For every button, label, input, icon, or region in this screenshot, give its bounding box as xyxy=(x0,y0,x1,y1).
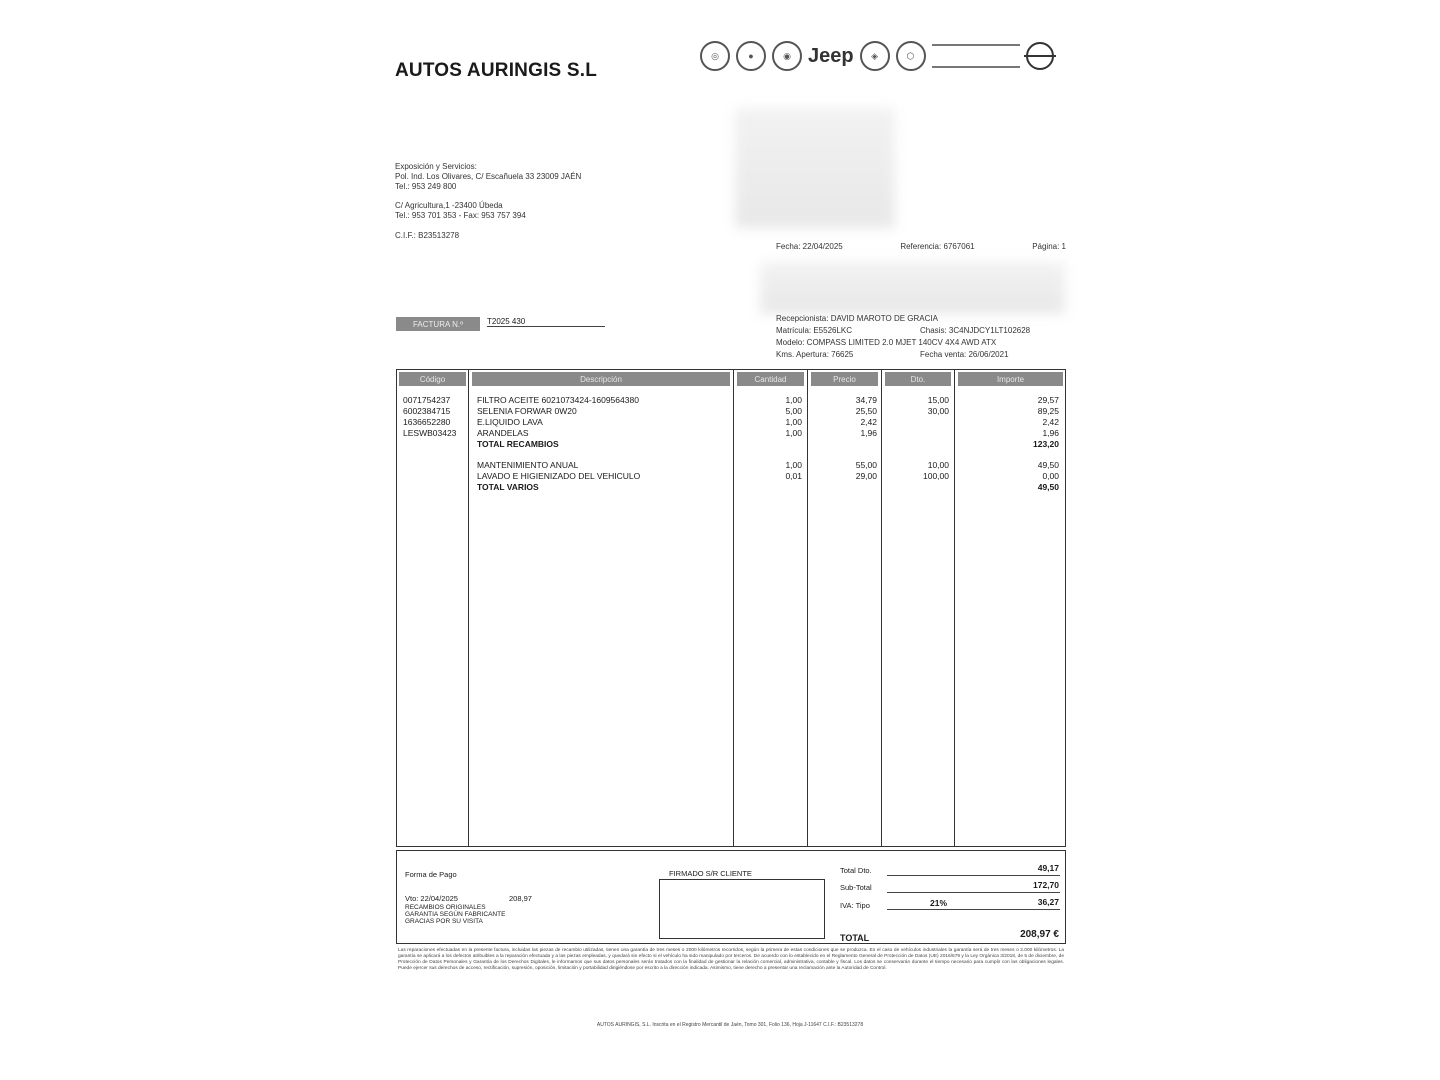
redacted-customer-block-2 xyxy=(760,262,1065,314)
column-divider xyxy=(881,370,882,846)
receptionist: Recepcionista: DAVID MAROTO DE GRACIA xyxy=(776,314,938,323)
item-price: 1,96 xyxy=(860,428,877,438)
signature-box xyxy=(659,879,825,939)
item-quantity: 1,00 xyxy=(785,460,802,470)
item-discount: 30,00 xyxy=(927,406,949,416)
item-amount: 0,00 xyxy=(1042,471,1059,481)
subtotal-line xyxy=(887,892,1060,893)
vat-line xyxy=(887,909,1060,910)
item-price: 34,79 xyxy=(855,395,877,405)
item-description: FILTRO ACEITE 6021073424-1609564380 xyxy=(477,395,639,405)
total-discount-line xyxy=(887,875,1060,876)
item-amount: 89,25 xyxy=(1037,406,1059,416)
address-line: C/ Agricultura,1 -23400 Úbeda xyxy=(395,201,503,210)
item-price: 25,50 xyxy=(855,406,877,416)
subtotal-value: 172,70 xyxy=(1033,880,1059,890)
item-quantity: 1,00 xyxy=(785,417,802,427)
item-description: ARANDELAS xyxy=(477,428,529,438)
item-quantity: 1,00 xyxy=(785,428,802,438)
invoice-reference: Referencia: 6767061 xyxy=(900,242,975,251)
invoice-date: Fecha: 22/04/2025 xyxy=(776,242,843,251)
table-header xyxy=(397,370,1065,388)
item-quantity: 5,00 xyxy=(785,406,802,416)
brand-logos xyxy=(700,38,1065,74)
lancia-logo-icon: ◉ xyxy=(772,41,802,71)
due-amount: 208,97 xyxy=(509,894,532,903)
invoice-meta xyxy=(776,242,1066,252)
item-amount: 2,42 xyxy=(1042,417,1059,427)
address-line: Pol. Ind. Los Olivares, C/ Escañuela 33 23009 JAÉN xyxy=(395,172,582,181)
grand-total-value: 208,97 € xyxy=(1020,929,1059,940)
items-table xyxy=(396,369,1066,847)
total-misc-value: 49,50 xyxy=(1037,482,1059,492)
column-divider xyxy=(733,370,734,846)
due-date: Vto: 22/04/2025 xyxy=(405,894,458,903)
payment-note: GARANTIA SEGÚN FABRICANTE xyxy=(405,911,506,918)
item-price: 29,00 xyxy=(855,471,877,481)
total-misc-label: TOTAL VARIOS xyxy=(477,482,539,492)
address-line: Exposición y Servicios: xyxy=(395,162,477,171)
invoice-number: T2025 430 xyxy=(487,317,605,327)
item-amount: 29,57 xyxy=(1037,395,1059,405)
dodge-logo-icon xyxy=(932,44,1020,68)
vehicle-info xyxy=(776,314,1066,362)
company-name: AUTOS AURINGIS S.L xyxy=(395,60,598,81)
vehicle-model: Modelo: COMPASS LIMITED 2.0 MJET 140CV 4X4 AWD ATX xyxy=(776,338,997,347)
page-number: Página: 1 xyxy=(1032,242,1066,251)
item-description: LAVADO E HIGIENIZADO DEL VEHICULO xyxy=(477,471,641,481)
payment-note: RECAMBIOS ORIGINALES xyxy=(405,904,486,911)
header-price: Precio xyxy=(811,372,878,386)
item-code: 0071754237 xyxy=(403,395,451,405)
maserati-logo-icon: ⬡ xyxy=(896,41,926,71)
abarth-logo-icon: ◈ xyxy=(860,41,890,71)
payment-note: GRACIAS POR SU VISITA xyxy=(405,918,483,925)
item-discount: 100,00 xyxy=(923,471,949,481)
column-divider xyxy=(468,370,469,846)
header-quantity: Cantidad xyxy=(737,372,804,386)
jeep-logo-icon: Jeep xyxy=(808,44,854,67)
grand-total-label: TOTAL xyxy=(840,933,870,943)
plate-number: Matrícula: E5526LKC xyxy=(776,326,853,335)
address-block-jaen xyxy=(395,162,581,192)
item-description: MANTENIMIENTO ANUAL xyxy=(477,460,579,470)
item-code: 1636652280 xyxy=(403,417,451,427)
total-discount-value: 49,17 xyxy=(1037,863,1059,873)
header-discount: Dto. xyxy=(885,372,951,386)
chassis-number: Chasis: 3C4NJDCY1LT102628 xyxy=(920,326,1031,335)
item-price: 2,42 xyxy=(860,417,877,427)
fiat-logo-icon: ● xyxy=(736,41,766,71)
subtotal-label: Sub-Total xyxy=(840,883,872,892)
payment-method-label: Forma de Pago xyxy=(405,870,457,879)
redacted-customer-block xyxy=(735,108,895,228)
column-divider xyxy=(954,370,955,846)
invoice-number-label: FACTURA N.º xyxy=(396,317,480,331)
address-block-ubeda xyxy=(395,201,526,221)
vat-rate: 21% xyxy=(930,898,948,908)
column-divider xyxy=(807,370,808,846)
total-parts-value: 123,20 xyxy=(1033,439,1059,449)
vat-label: IVA: Tipo xyxy=(840,901,870,910)
total-parts-label: TOTAL RECAMBIOS xyxy=(477,439,559,449)
item-quantity: 1,00 xyxy=(785,395,802,405)
total-discount-label: Total Dto. xyxy=(840,866,872,875)
address-line: Tel.: 953 249 800 xyxy=(395,182,457,191)
item-price: 55,00 xyxy=(855,460,877,470)
cif: C.I.F.: B23513278 xyxy=(395,231,460,240)
header-code: Código xyxy=(399,372,466,386)
item-description: SELENIA FORWAR 0W20 xyxy=(477,406,577,416)
item-discount: 15,00 xyxy=(927,395,949,405)
item-amount: 49,50 xyxy=(1037,460,1059,470)
header-description: Descripción xyxy=(472,372,730,386)
sale-date: Fecha venta: 26/06/2021 xyxy=(920,350,1009,359)
opel-logo-icon xyxy=(1026,42,1054,70)
registry-footer: AUTOS AURINGIS, S.L. Inscrita en el Registro Mercantil de Jaén, Tomo 301, Folio 136, Hoja J-11647 C.I.F.: B23513278 xyxy=(596,1022,864,1028)
payment-totals-box xyxy=(396,850,1066,944)
item-amount: 1,96 xyxy=(1042,428,1059,438)
item-description: E.LIQUIDO LAVA xyxy=(477,417,543,427)
address-line: Tel.: 953 701 353 - Fax: 953 757 394 xyxy=(395,211,526,220)
signature-label: FIRMADO S/R CLIENTE xyxy=(669,869,752,878)
item-quantity: 0,01 xyxy=(785,471,802,481)
legal-notice: Las reparaciones efectuadas en la presente factura, incluidas las piezas de recambio utilizadas, tienen una garantía de tres meses o 2000 kilómetros recorridos, según la primera de estas condiciones que se produzca. En el caso de vehículos industriales la garantía será de tres meses o 2.000 kilómetros. La garantía se aplicará a los defectos atribuibles a la reparación efectuada y a las piezas empleadas, y quedará sin efecto si el vehículo ha sido manipulado por terceros. De acuerdo con lo establecido en el Reglamento General de Protección de Datos (UE) 2016/679 y la Ley Orgánica 3/2018, de 5 de diciembre, de Protección de Datos Personales y Garantía de los Derechos Digitales, le informamos que sus datos personales serán tratados con la finalidad de gestionar la relación comercial, administrativa, contable y fiscal. Los datos se conservarán durante el tiempo necesario para cumplir con las obligaciones legales. Puede ejercer sus derechos de acceso, rectificación, supresión, oposición, limitación y portabilidad dirigiéndose por escrito a la dirección indicada. Asimismo, tiene derecho a presentar una reclamación ante la Autoridad de Control. xyxy=(398,948,1064,971)
item-code: LESWB03423 xyxy=(403,428,457,438)
header-amount: Importe xyxy=(958,372,1063,386)
mileage: Kms. Apertura: 76625 xyxy=(776,350,854,359)
vat-amount: 36,27 xyxy=(1037,897,1059,907)
alfa-romeo-logo-icon: ◎ xyxy=(700,41,730,71)
item-discount: 10,00 xyxy=(927,460,949,470)
item-code: 6002384715 xyxy=(403,406,451,416)
